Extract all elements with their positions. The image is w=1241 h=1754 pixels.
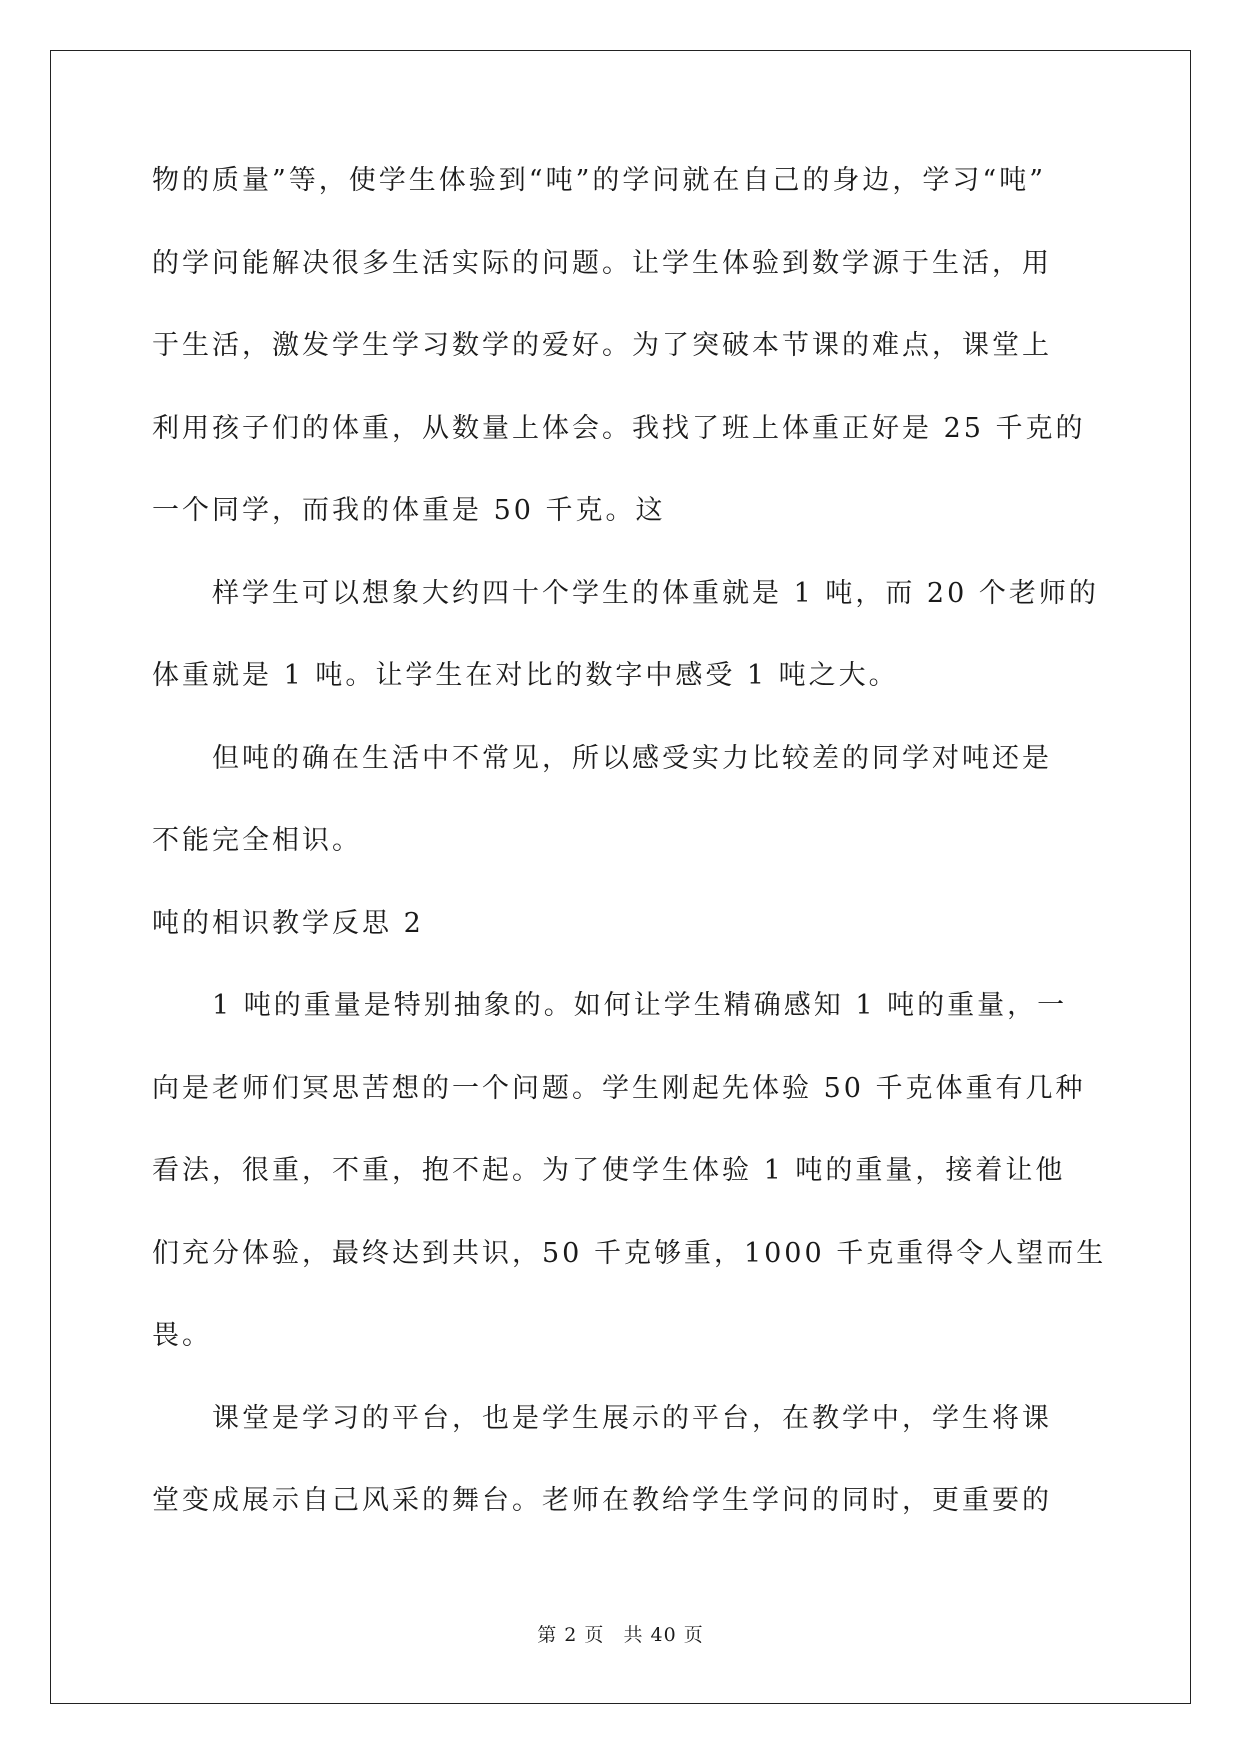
text-line: 堂变成展示自己风采的舞台。老师在教给学生学问的同时，更重要的 <box>152 1485 1052 1516</box>
text-line: 体重就是 1 吨。让学生在对比的数字中感受 1 吨之大。 <box>152 660 899 691</box>
text-line: 但吨的确在生活中不常见，所以感受实力比较差的同学对吨还是 <box>152 742 1052 774</box>
text-line: 于生活，激发学生学习数学的爱好。为了突破本节课的难点，课堂上 <box>152 330 1052 361</box>
text-line: 向是老师们冥思苦想的一个问题。学生刚起先体验 50 千克体重有几种 <box>152 1072 1086 1104</box>
text-line: 利用孩子们的体重，从数量上体会。我找了班上体重正好是 25 千克的 <box>152 412 1086 444</box>
page-number: 第 2 页 <box>537 1624 605 1646</box>
page-total: 共 40 页 <box>623 1624 704 1646</box>
text-line: 样学生可以想象大约四十个学生的体重就是 1 吨，而 20 个老师的 <box>152 577 1099 609</box>
document-body <box>152 160 1107 1563</box>
text-line: 1 吨的重量是特别抽象的。如何让学生精确感知 1 吨的重量，一 <box>152 990 1068 1021</box>
text-line: 的学问能解决很多生活实际的问题。让学生体验到数学源于生活，用 <box>152 247 1052 279</box>
text-line: 看法，很重，不重，抱不起。为了使学生体验 1 吨的重量，接着让他 <box>152 1155 1066 1186</box>
text-line: 们充分体验，最终达到共识，50 千克够重，1000 千克重得令人望而生 <box>152 1237 1107 1269</box>
page-footer <box>0 1620 1241 1647</box>
section-heading: 吨的相识教学反思 2 <box>152 907 424 939</box>
text-line: 不能完全相识。 <box>152 825 362 856</box>
text-line: 一个同学，而我的体重是 50 千克。这 <box>152 495 666 526</box>
text-line: 课堂是学习的平台，也是学生展示的平台，在教学中，学生将课 <box>152 1402 1052 1434</box>
text-line: 物的质量”等，使学生体验到“吨”的学问就在自己的身边，学习“吨” <box>152 165 1047 196</box>
text-line: 畏。 <box>152 1320 212 1351</box>
